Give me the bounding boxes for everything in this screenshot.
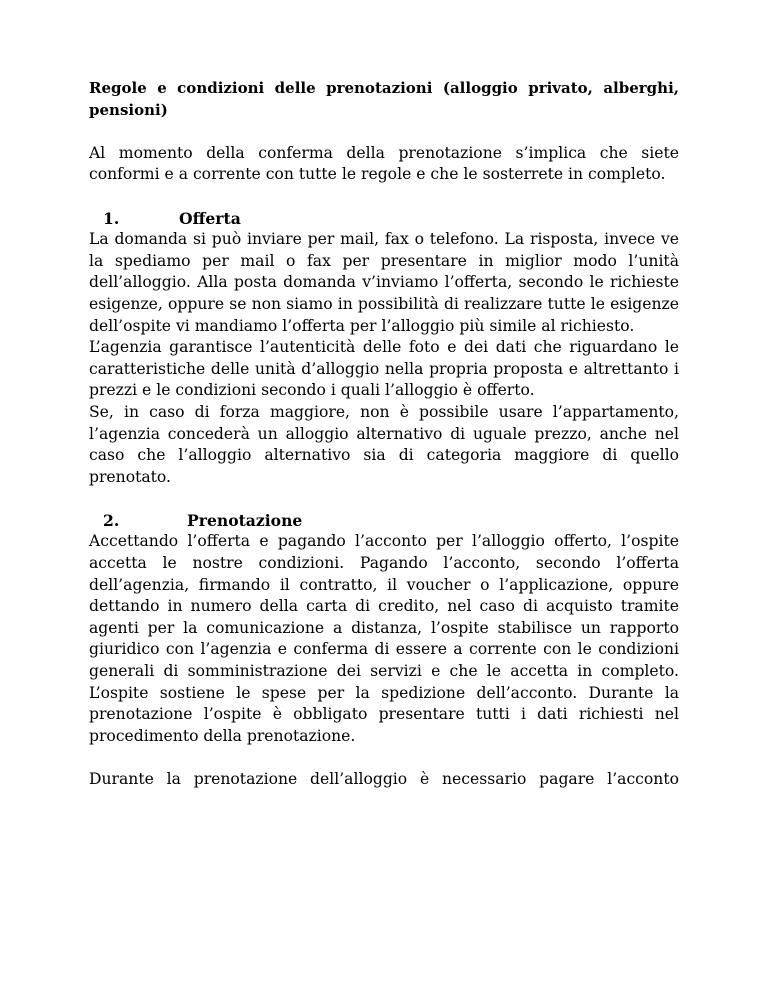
document-page [89,78,679,791]
closing-paragraph: Durante la prenotazione dell’alloggio è necessario pagare l’acconto [89,770,679,788]
section-title: Offerta [179,208,241,228]
document-title: Regole e condizioni delle prenotazioni (alloggio privato, alberghi, pensioni) [89,79,679,119]
section-heading-offerta [89,208,679,230]
spacer [89,121,679,143]
section-paragraph: L’agenzia garantisce l’autenticità delle foto e dei dati che riguardano le caratteristiche delle unità d’alloggio nella propria proposta e altrettanto i prezzi e le condizioni secondo i quali l’alloggio è offerto. [89,338,679,400]
section-number: 1. [103,208,120,228]
section-paragraph: Se, in caso di forza maggiore, non è possibile usare l’appartamento, l’agenzia concederà un alloggio alternativo di uguale prezzo, anche nel caso che l’alloggio alternativo sia di categoria maggiore di quello prenotato. [89,402,679,486]
section-number: 2. [103,510,120,530]
section-paragraph: Accettando l’offerta e pagando l’acconto per l’alloggio offerto, l’ospite accetta le nostre condizioni. Pagando l’acconto, secondo l’offerta dell’agenzia, firmando il contratto, il voucher o l’applicazione, oppure dettando in numero della carta di credito, nel caso di acquisto tramite agenti per la comunicazione a distanza, l’ospite stabilisce un rapporto giuridico con l’agenzia e conferma di essere a corrente con le condizioni generali di somministrazione dei servizi e che le accetta in completo. L’ospite sostiene le spese per la spedizione dell’acconto. Durante la prenotazione l’ospite è obbligato presentare tutti i dati richiesti nel procedimento della prenotazione. [89,532,679,745]
spacer [89,186,679,208]
spacer [89,488,679,510]
section-heading-prenotazione [89,510,679,532]
section-title: Prenotazione [187,510,303,530]
section-paragraph: La domanda si può inviare per mail, fax o telefono. La risposta, invece ve la spediamo per mail o fax per presentare in miglior modo l’unità dell’alloggio. Alla posta domanda v’inviamo l’offerta, secondo le richieste esigenze, oppure se non siamo in possibilità di realizzare tutte le esigenze dell’ospite vi mandiamo l’offerta per l’alloggio più simile al richiesto. [89,230,679,335]
intro-paragraph: Al momento della conferma della prenotazione s’implica che siete conformi e a corrente con tutte le regole e che le sosterrete in completo. [89,143,679,184]
spacer [89,747,679,769]
